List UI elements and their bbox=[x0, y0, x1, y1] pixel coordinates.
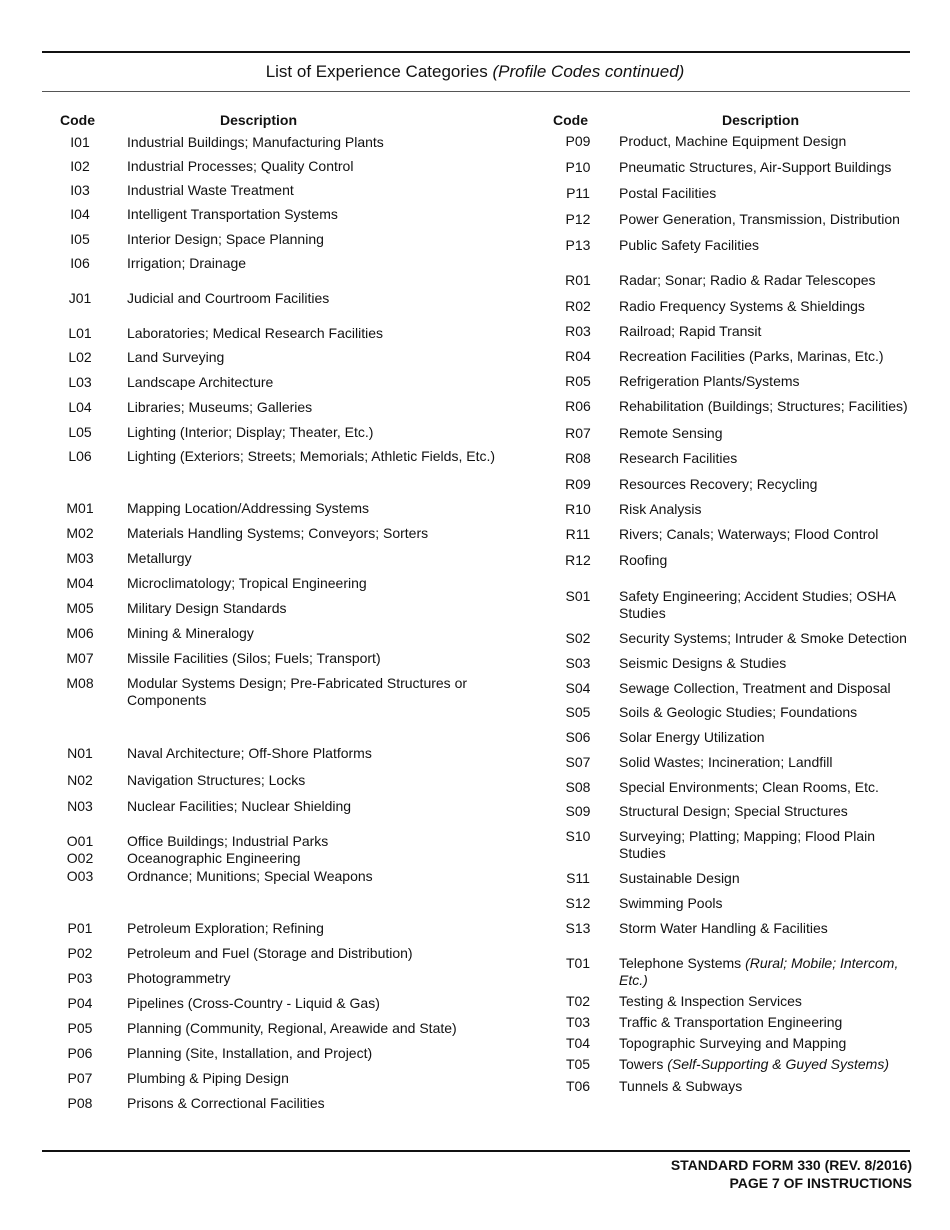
category-description-text: Recreation Facilities (Parks, Marinas, Etc.) bbox=[619, 348, 884, 364]
category-description-italic: (Rural; Mobile; Intercom, Etc.) bbox=[619, 955, 899, 988]
category-description-text: Interior Design; Space Planning bbox=[127, 231, 324, 247]
category-description bbox=[127, 290, 507, 307]
category-description bbox=[619, 920, 917, 937]
category-code: S13 bbox=[565, 920, 591, 936]
category-code: P13 bbox=[565, 237, 591, 253]
left-description-header: Description bbox=[220, 112, 298, 128]
category-code: I01 bbox=[70, 134, 90, 150]
category-description-text: Research Facilities bbox=[619, 450, 738, 466]
category-description-text: Swimming Pools bbox=[619, 895, 723, 911]
category-description-text: Special Environments; Clean Rooms, Etc. bbox=[619, 779, 879, 795]
category-description-text: Refrigeration Plants/Systems bbox=[619, 373, 800, 389]
category-description bbox=[127, 772, 507, 789]
left-code-header: Code bbox=[60, 112, 95, 128]
category-description bbox=[127, 995, 507, 1012]
category-description-text: Office Buildings; Industrial Parks bbox=[127, 833, 329, 849]
category-description bbox=[619, 630, 917, 647]
category-code: S07 bbox=[565, 754, 591, 770]
category-description bbox=[127, 550, 507, 567]
category-description bbox=[619, 1035, 917, 1052]
right-code-header: Code bbox=[553, 112, 588, 128]
category-description-text: Intelligent Transportation Systems bbox=[127, 206, 338, 222]
category-description bbox=[619, 298, 917, 315]
category-description bbox=[619, 185, 917, 202]
category-description bbox=[127, 1045, 507, 1062]
category-code: L05 bbox=[68, 424, 92, 440]
category-code: T01 bbox=[565, 955, 591, 971]
category-description bbox=[127, 349, 507, 366]
category-description bbox=[127, 850, 507, 867]
category-description-text: Public Safety Facilities bbox=[619, 237, 760, 253]
category-code: P06 bbox=[67, 1045, 93, 1061]
category-description-text: Railroad; Rapid Transit bbox=[619, 323, 762, 339]
category-description-text: Structural Design; Special Structures bbox=[619, 803, 848, 819]
category-description-text: Petroleum and Fuel (Storage and Distribution) bbox=[127, 945, 413, 961]
category-code: P07 bbox=[67, 1070, 93, 1086]
category-description bbox=[619, 828, 917, 862]
category-description-text: Safety Engineering; Accident Studies; OSHA Studies bbox=[619, 588, 896, 621]
category-description bbox=[619, 159, 917, 176]
category-code: R10 bbox=[565, 501, 591, 517]
category-code: S12 bbox=[565, 895, 591, 911]
category-description-text: Judicial and Courtroom Facilities bbox=[127, 290, 330, 306]
category-description-text: Power Generation, Transmission, Distribution bbox=[619, 211, 900, 227]
category-description-text: Sustainable Design bbox=[619, 870, 740, 886]
category-code: L03 bbox=[68, 374, 92, 390]
category-description-text: Pipelines (Cross-Country - Liquid & Gas) bbox=[127, 995, 380, 1011]
category-description-text: Land Surveying bbox=[127, 349, 225, 365]
category-description-text: Lighting (Interior; Display; Theater, Etc.) bbox=[127, 424, 374, 440]
category-code: S10 bbox=[565, 828, 591, 844]
category-code: T02 bbox=[565, 993, 591, 1009]
category-description bbox=[127, 1070, 507, 1087]
category-code: O02 bbox=[66, 850, 94, 866]
category-description-text: Ordnance; Munitions; Special Weapons bbox=[127, 868, 373, 884]
category-code: O01 bbox=[66, 833, 94, 849]
category-description-text: Roofing bbox=[619, 552, 668, 568]
category-description bbox=[619, 323, 917, 340]
category-description-italic: (Self-Supporting & Guyed Systems) bbox=[667, 1056, 890, 1072]
category-description bbox=[619, 993, 917, 1010]
category-description bbox=[619, 895, 917, 912]
category-description-text: Remote Sensing bbox=[619, 425, 723, 441]
category-code: O03 bbox=[66, 868, 94, 884]
category-description bbox=[619, 552, 917, 569]
category-code: S04 bbox=[565, 680, 591, 696]
category-code: N02 bbox=[67, 772, 93, 788]
category-code: M03 bbox=[66, 550, 94, 566]
category-code: T03 bbox=[565, 1014, 591, 1030]
category-description bbox=[127, 798, 507, 815]
category-description-text: Navigation Structures; Locks bbox=[127, 772, 306, 788]
category-code: L01 bbox=[68, 325, 92, 341]
page-number: PAGE 7 OF INSTRUCTIONS bbox=[729, 1175, 912, 1191]
category-code: R06 bbox=[565, 398, 591, 414]
category-description-text: Soils & Geologic Studies; Foundations bbox=[619, 704, 858, 720]
category-description-text: Military Design Standards bbox=[127, 600, 287, 616]
category-description bbox=[619, 501, 917, 518]
category-code: P11 bbox=[566, 185, 590, 201]
category-description-text: Oceanographic Engineering bbox=[127, 850, 301, 866]
category-code: R09 bbox=[565, 476, 591, 492]
category-description bbox=[619, 211, 917, 228]
category-description-text: Nuclear Facilities; Nuclear Shielding bbox=[127, 798, 352, 814]
category-code: R08 bbox=[565, 450, 591, 466]
category-description-text: Seismic Designs & Studies bbox=[619, 655, 787, 671]
category-code: P10 bbox=[565, 159, 591, 175]
category-description-text: Plumbing & Piping Design bbox=[127, 1070, 289, 1086]
category-code: R05 bbox=[565, 373, 591, 389]
category-code: R04 bbox=[565, 348, 591, 364]
category-code: I03 bbox=[70, 182, 90, 198]
category-description-text: Postal Facilities bbox=[619, 185, 717, 201]
category-code: R03 bbox=[565, 323, 591, 339]
category-description bbox=[127, 833, 507, 850]
category-code: M05 bbox=[66, 600, 94, 616]
category-code: S08 bbox=[565, 779, 591, 795]
category-description bbox=[127, 675, 507, 709]
category-description-text: Risk Analysis bbox=[619, 501, 702, 517]
category-code: P04 bbox=[67, 995, 93, 1011]
category-description bbox=[127, 134, 507, 151]
category-description-text: Storm Water Handling & Facilities bbox=[619, 920, 828, 936]
category-code: M07 bbox=[66, 650, 94, 666]
category-code: L04 bbox=[68, 399, 92, 415]
category-code: P03 bbox=[67, 970, 93, 986]
category-description-text: Rehabilitation (Buildings; Structures; Facilities) bbox=[619, 398, 908, 414]
category-code: I04 bbox=[70, 206, 90, 222]
category-description-text: Solar Energy Utilization bbox=[619, 729, 765, 745]
category-code: M06 bbox=[66, 625, 94, 641]
category-description-text: Laboratories; Medical Research Facilities bbox=[127, 325, 383, 341]
category-code: I06 bbox=[70, 255, 90, 271]
category-description bbox=[127, 255, 507, 272]
category-description bbox=[127, 231, 507, 248]
category-code: P01 bbox=[67, 920, 93, 936]
category-description bbox=[127, 399, 507, 416]
category-description-text: Pneumatic Structures, Air-Support Buildings bbox=[619, 159, 892, 175]
form-number: STANDARD FORM 330 (REV. 8/2016) bbox=[670, 1157, 912, 1173]
category-description bbox=[127, 1020, 507, 1037]
category-description bbox=[619, 398, 917, 415]
category-description bbox=[127, 945, 507, 962]
category-description bbox=[127, 374, 507, 391]
category-description-text: Mining & Mineralogy bbox=[127, 625, 254, 641]
category-description bbox=[619, 655, 917, 672]
category-description bbox=[127, 600, 507, 617]
category-description bbox=[127, 650, 507, 667]
category-description-text: Product, Machine Equipment Design bbox=[619, 133, 847, 149]
category-description bbox=[619, 729, 917, 746]
category-description-text: Landscape Architecture bbox=[127, 374, 274, 390]
category-code: M04 bbox=[66, 575, 94, 591]
category-description-text: Mapping Location/Addressing Systems bbox=[127, 500, 370, 516]
category-description bbox=[127, 206, 507, 223]
category-description bbox=[619, 1014, 917, 1031]
category-description bbox=[127, 745, 507, 762]
category-description bbox=[619, 133, 917, 150]
category-code: R02 bbox=[565, 298, 591, 314]
category-description bbox=[127, 182, 507, 199]
category-description bbox=[619, 425, 917, 442]
category-code: P08 bbox=[67, 1095, 93, 1111]
category-description bbox=[619, 754, 917, 771]
category-description-text: Missile Facilities (Silos; Fuels; Transport) bbox=[127, 650, 381, 666]
title-rule bbox=[42, 91, 910, 92]
category-description-text: Testing & Inspection Services bbox=[619, 993, 802, 1009]
category-description-text: Tunnels & Subways bbox=[619, 1078, 743, 1094]
category-description-text: Industrial Buildings; Manufacturing Plants bbox=[127, 134, 384, 150]
category-description-text: Petroleum Exploration; Refining bbox=[127, 920, 324, 936]
category-description-text: Irrigation; Drainage bbox=[127, 255, 247, 271]
category-description bbox=[127, 448, 507, 465]
category-description-text: Naval Architecture; Off-Shore Platforms bbox=[127, 745, 372, 761]
title-text: List of Experience Categories bbox=[265, 62, 488, 81]
category-description-text: Planning (Site, Installation, and Project) bbox=[127, 1045, 373, 1061]
category-description bbox=[619, 526, 917, 543]
bottom-rule bbox=[42, 1150, 910, 1152]
category-code: J01 bbox=[68, 290, 92, 306]
category-description-text: Modular Systems Design; Pre-Fabricated Structures or Components bbox=[127, 675, 468, 708]
category-description bbox=[127, 1095, 507, 1112]
category-description-text: Radar; Sonar; Radio & Radar Telescopes bbox=[619, 272, 876, 288]
top-rule bbox=[42, 51, 910, 53]
category-description bbox=[127, 920, 507, 937]
category-description bbox=[127, 868, 507, 885]
category-description bbox=[619, 680, 917, 697]
category-description bbox=[619, 373, 917, 390]
category-description-text: Towers bbox=[619, 1056, 664, 1072]
category-description bbox=[619, 704, 917, 721]
category-code: L02 bbox=[68, 349, 92, 365]
category-description-text: Sewage Collection, Treatment and Disposal bbox=[619, 680, 891, 696]
category-description bbox=[127, 970, 507, 987]
title-italic-text: (Profile Codes continued) bbox=[492, 62, 685, 81]
category-description bbox=[619, 1078, 917, 1095]
category-code: P12 bbox=[565, 211, 591, 227]
category-description-text: Topographic Surveying and Mapping bbox=[619, 1035, 847, 1051]
category-description bbox=[619, 348, 917, 365]
category-description bbox=[127, 625, 507, 642]
category-code: P05 bbox=[67, 1020, 93, 1036]
category-description-text: Photogrammetry bbox=[127, 970, 231, 986]
category-description bbox=[619, 779, 917, 796]
page-title bbox=[0, 62, 950, 82]
category-description-text: Industrial Waste Treatment bbox=[127, 182, 294, 198]
category-description-text: Security Systems; Intruder & Smoke Detection bbox=[619, 630, 907, 646]
category-description-text: Libraries; Museums; Galleries bbox=[127, 399, 313, 415]
category-description bbox=[619, 237, 917, 254]
category-description-text: Resources Recovery; Recycling bbox=[619, 476, 818, 492]
category-code: S11 bbox=[566, 870, 590, 886]
category-description bbox=[127, 158, 507, 175]
category-code: T05 bbox=[565, 1056, 591, 1072]
category-description-text: Traffic & Transportation Engineering bbox=[619, 1014, 843, 1030]
category-code: S01 bbox=[565, 588, 591, 604]
category-description-text: Lighting (Exteriors; Streets; Memorials; Athletic Fields, Etc.) bbox=[127, 448, 496, 464]
category-description bbox=[619, 272, 917, 289]
form-footer bbox=[671, 1156, 912, 1192]
category-description bbox=[127, 325, 507, 342]
category-code: P09 bbox=[565, 133, 591, 149]
category-code: I02 bbox=[70, 158, 90, 174]
category-code: T04 bbox=[565, 1035, 591, 1051]
category-code: L06 bbox=[68, 448, 92, 464]
category-code: S03 bbox=[565, 655, 591, 671]
category-code: M01 bbox=[66, 500, 94, 516]
category-code: R07 bbox=[565, 425, 591, 441]
category-description bbox=[127, 525, 507, 542]
category-description-text: Metallurgy bbox=[127, 550, 192, 566]
category-code: S06 bbox=[565, 729, 591, 745]
category-description-text: Solid Wastes; Incineration; Landfill bbox=[619, 754, 833, 770]
category-description bbox=[619, 450, 917, 467]
category-description-text: Microclimatology; Tropical Engineering bbox=[127, 575, 367, 591]
category-description bbox=[619, 870, 917, 887]
category-description-text: Telephone Systems bbox=[619, 955, 742, 971]
category-description-text: Surveying; Platting; Mapping; Flood Plain Studies bbox=[619, 828, 876, 861]
category-code: S02 bbox=[565, 630, 591, 646]
category-code: M02 bbox=[66, 525, 94, 541]
right-description-header: Description bbox=[722, 112, 800, 128]
category-description bbox=[619, 588, 917, 622]
category-code: I05 bbox=[70, 231, 90, 247]
category-description bbox=[127, 575, 507, 592]
category-code: R12 bbox=[565, 552, 591, 568]
category-description bbox=[619, 476, 917, 493]
category-description-text: Rivers; Canals; Waterways; Flood Control bbox=[619, 526, 879, 542]
category-description bbox=[127, 500, 507, 517]
category-code: R11 bbox=[565, 526, 591, 542]
category-description bbox=[619, 955, 917, 989]
category-description bbox=[127, 424, 507, 441]
category-description bbox=[619, 1056, 917, 1073]
category-code: N03 bbox=[67, 798, 93, 814]
category-code: R01 bbox=[565, 272, 591, 288]
category-description-text: Radio Frequency Systems & Shieldings bbox=[619, 298, 865, 314]
category-code: T06 bbox=[565, 1078, 591, 1094]
category-code: S09 bbox=[565, 803, 591, 819]
category-code: M08 bbox=[66, 675, 94, 691]
category-description-text: Planning (Community, Regional, Areawide and State) bbox=[127, 1020, 457, 1036]
category-description bbox=[619, 803, 917, 820]
category-description-text: Industrial Processes; Quality Control bbox=[127, 158, 354, 174]
category-description-text: Prisons & Correctional Facilities bbox=[127, 1095, 325, 1111]
category-code: S05 bbox=[565, 704, 591, 720]
category-code: P02 bbox=[67, 945, 93, 961]
category-description-text: Materials Handling Systems; Conveyors; Sorters bbox=[127, 525, 429, 541]
category-code: N01 bbox=[67, 745, 93, 761]
